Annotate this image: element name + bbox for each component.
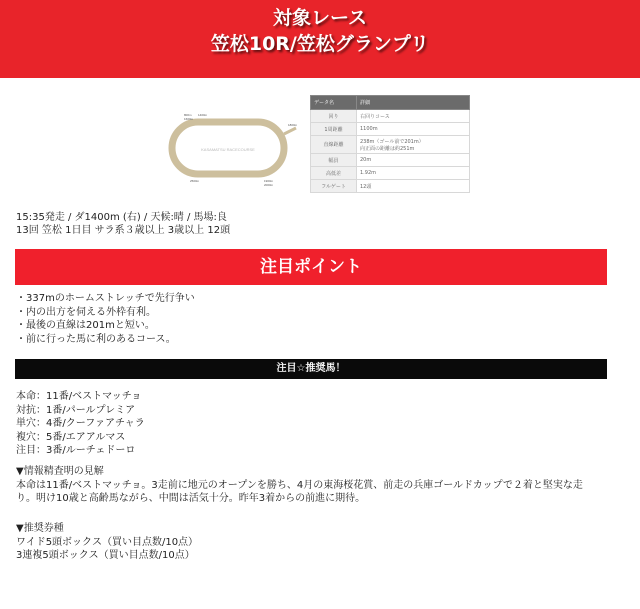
analysis-text-line: 本命は11番/ベストマッチョ。3走前に地元のオープンを勝ち、4月の東海桜花賞、前走の兵庫ゴールドカップで２着と堅実な走: [16, 479, 583, 491]
table-value-line: 向正面の距離は約251m: [360, 145, 415, 152]
table-value: 1.92m: [357, 167, 470, 180]
table-value-line: 238m（ゴール前で201m）: [360, 138, 424, 145]
table-row: [311, 167, 470, 180]
mark-label: 2500m: [190, 179, 200, 183]
course-center-label: KASAMATSU RACECOURSE: [201, 147, 255, 152]
analysis-heading: ▼情報精査明の見解: [16, 466, 104, 477]
track-chute: [284, 128, 296, 134]
list-item: 注目：3番/ルーチェドーロ: [16, 445, 136, 456]
table-key: 高低差: [311, 167, 357, 180]
race-conditions: 15:35発走 / ダ1400m (右) / 天候:晴 / 馬場:良: [16, 212, 227, 223]
table-header-cell: データ名: [311, 96, 357, 110]
table-value: [357, 136, 470, 154]
betting-section: [16, 522, 198, 563]
table-value: 右回りコース: [357, 110, 470, 123]
list-item: ・前に行った馬に利のあるコース。: [16, 333, 176, 345]
betting-heading: ▼推奨券種: [16, 523, 64, 534]
mark-label: 2000m: [264, 183, 274, 187]
table-row: [311, 123, 470, 136]
analysis-section: [16, 465, 616, 506]
table-value: 20m: [357, 154, 470, 167]
list-item: ・最後の直線は201mと短い。: [16, 320, 155, 331]
table-value: 12頭: [357, 180, 470, 193]
table-row: [311, 136, 470, 154]
race-name: 笠松10R/笠松グランプリ: [210, 33, 430, 55]
table-header-cell: 詳細: [357, 96, 470, 110]
table-key: 幅員: [311, 154, 357, 167]
list-item: ・内の出方を伺える外枠有利。: [16, 306, 156, 318]
table-key: フルゲート: [311, 180, 357, 193]
table-key: 直線距離: [311, 136, 357, 154]
header-title: 対象レース: [272, 7, 368, 29]
list-item: 複穴：5番/エアアルマス: [16, 431, 126, 443]
list-item: ワイド5頭ボックス（買い目点数/10点）: [16, 536, 199, 548]
header-banner: [0, 0, 640, 78]
list-item: 本命：11番/ベストマッチョ: [16, 391, 142, 402]
table-row: [311, 180, 470, 193]
recommend-list: [16, 390, 145, 458]
point-section-title: 注目ポイント: [15, 249, 607, 285]
table-value: 1100m: [357, 123, 470, 136]
mark-label: 1800m: [288, 123, 298, 127]
list-item: 対抗：1番/パールプレミア: [16, 404, 136, 416]
table-header-row: [311, 96, 470, 110]
course-map-image: [150, 104, 300, 194]
mark-label: 1600m: [184, 117, 194, 121]
course-data-table: [310, 95, 470, 193]
race-details: 13回 笠松 1日目 サラ系３歳以上 3歳以上 12頭: [16, 225, 231, 236]
analysis-text-line: り。明け10歳と高齢馬ながら、中間は活気十分。昨年3着からの前進に期待。: [16, 493, 366, 504]
mark-label: 1900m: [264, 179, 274, 183]
table-row: [311, 154, 470, 167]
mark-label: 800m: [184, 113, 192, 117]
mark-label: 1400m: [198, 113, 208, 117]
point-list: [16, 292, 195, 346]
list-item: ・337mのホームストレッチで先行争い: [16, 293, 195, 304]
race-info: [16, 211, 230, 237]
list-item: 単穴：4番/クーファアチャラ: [16, 418, 145, 429]
table-key: 1周距離: [311, 123, 357, 136]
betting-list: [16, 536, 198, 563]
table-row: [311, 110, 470, 123]
table-key: 回り: [311, 110, 357, 123]
list-item: 3連複5頭ボックス（買い目点数/10点）: [16, 550, 195, 561]
recommend-section-title: 注目☆推奨馬！: [15, 359, 607, 379]
